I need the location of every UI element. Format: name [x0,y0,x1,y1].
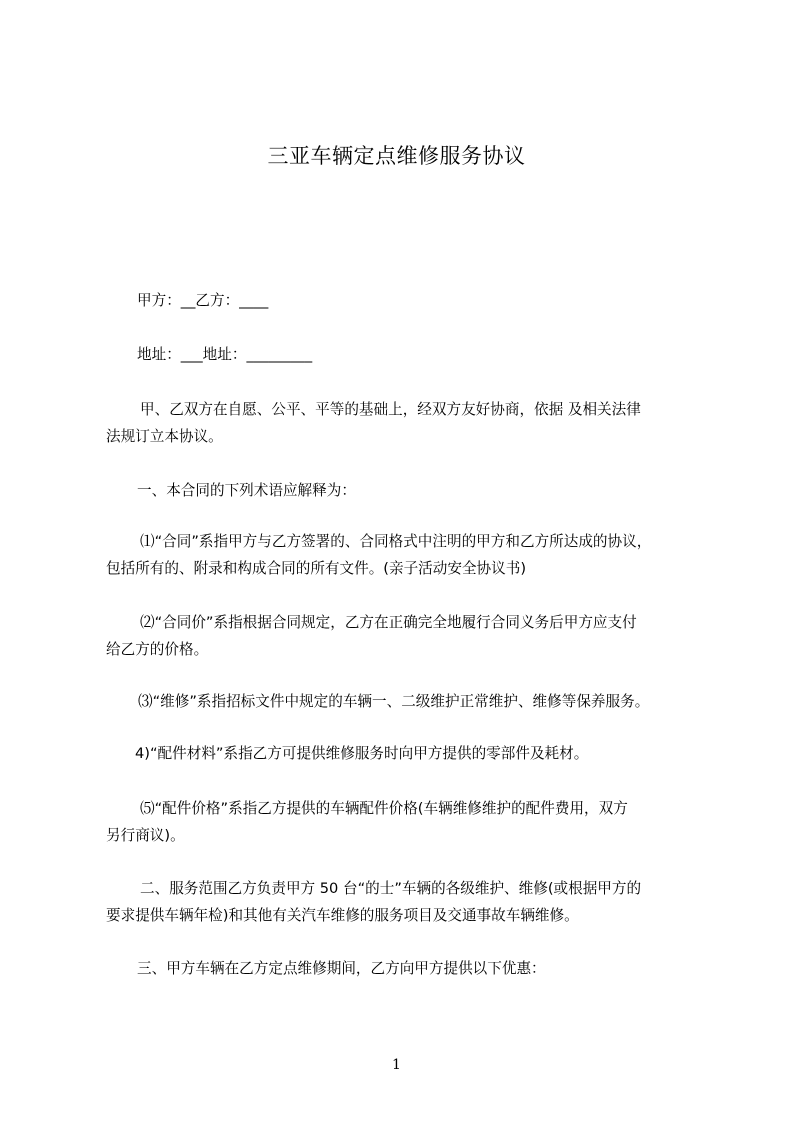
intro-line-1: 甲、乙双方在自愿、公平、平等的基础上，经双方友好协商，依据 及相关法律 [140,401,641,418]
page-number: 1 [392,1057,401,1073]
parties-line: 甲方：__乙方：____ [137,292,269,309]
term2-line-2: 给乙方的价格。 [106,641,209,658]
document-title: 三亚车辆定点维修服务协议 [267,144,526,168]
term5-line-1: ⑸“配件价格”系指乙方提供的车辆配件价格(车辆维修维护的配件费用，双方 [140,800,628,817]
term1-line-2: 包括所有的、附录和构成合同的所有文件。(亲子活动安全协议书) [106,560,527,577]
term3-line: ⑶“维修”系指招标文件中规定的车辆一、二级维护正常维护、维修等保养服务。 [138,693,650,710]
section2-line-2: 要求提供车辆年检)和其他有关汽车维修的服务项目及交通事故车辆维修。 [106,907,579,924]
address-line: 地址：___地址：_________ [137,346,313,363]
term2-line-1: ⑵“合同价”系指根据合同规定，乙方在正确完全地履行合同义务后甲方应支付 [140,614,637,631]
term5-line-2: 另行商议)。 [106,827,185,844]
term1-line-1: ⑴“合同”系指甲方与乙方签署的、合同格式中注明的甲方和乙方所达成的协议， [140,533,652,550]
section3-heading: 三、甲方车辆在乙方定点维修期间，乙方向甲方提供以下优惠： [137,960,546,977]
intro-line-2: 法规订立本协议。 [106,428,223,445]
term4-line: 4)“配件材料”系指乙方可提供维修服务时向甲方提供的零部件及耗材。 [135,745,589,762]
section1-heading: 一、本合同的下列术语应解释为： [137,482,356,499]
section2-line-1: 二、服务范围乙方负责甲方 50 台“的士”车辆的各级维护、维修(或根据甲方的 [140,880,642,897]
